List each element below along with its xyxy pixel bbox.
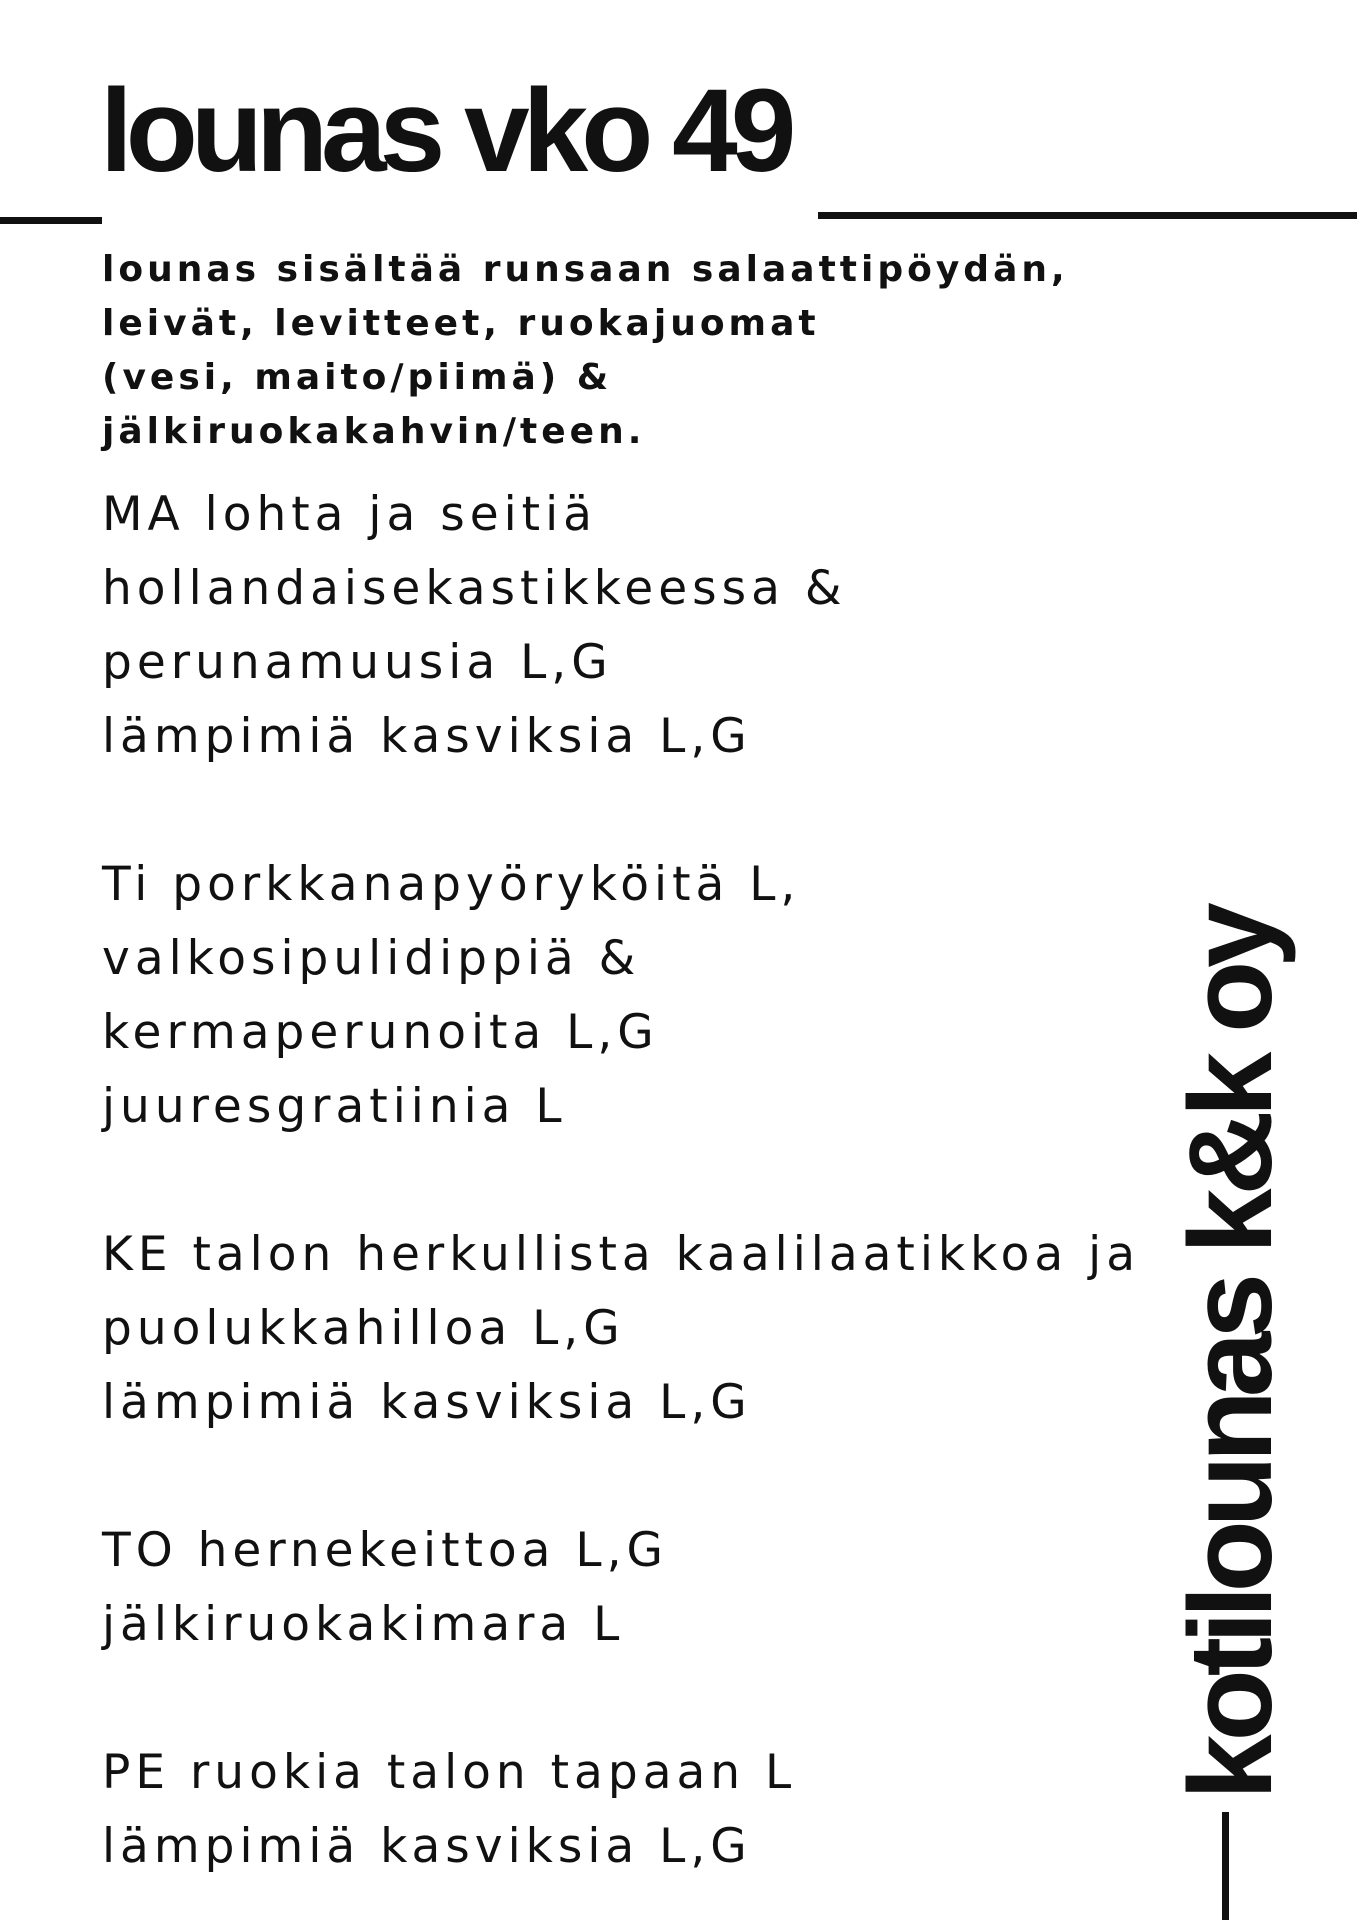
intro-line: leivät, levitteet, ruokajuomat (102, 303, 820, 344)
menu-line: kermaperunoita L,G (102, 1005, 659, 1060)
menu-line: juuresgratiinia L (102, 1079, 567, 1134)
menu-line: jälkiruokakimara L (102, 1597, 625, 1652)
page-title: lounas vko 49 (100, 65, 790, 197)
menu-line: perunamuusia L,G (102, 635, 613, 690)
menu-day-tuesday (102, 848, 1182, 1144)
menu-line: valkosipulidippiä & (102, 931, 641, 986)
menu-line: PE ruokia talon tapaan L (102, 1745, 797, 1800)
brand-rule-bottom (1222, 1812, 1229, 1920)
intro-line: (vesi, maito/piimä) & (102, 357, 613, 398)
header-rule-right (818, 212, 1357, 219)
menu-line: lämpimiä kasviksia L,G (102, 709, 752, 764)
menu-line: TO hernekeittoa L,G (102, 1523, 668, 1578)
menu-day-friday (102, 1736, 1182, 1884)
header-rule-left (0, 217, 102, 224)
intro-line: lounas sisältää runsaan salaattipöydän, (102, 249, 1069, 290)
menu-line: lämpimiä kasviksia L,G (102, 1375, 752, 1430)
menu-day-wednesday (102, 1218, 1182, 1440)
menu-line: lämpimiä kasviksia L,G (102, 1819, 752, 1874)
intro-line: jälkiruokakahvin/teen. (102, 411, 646, 452)
lunch-includes-description (102, 243, 1082, 459)
menu-line: MA lohta ja seitiä (102, 487, 597, 542)
menu-day-monday (102, 478, 1182, 774)
weekly-menu (102, 478, 1182, 1884)
company-name-vertical: kotilounas k&k oy (1165, 909, 1297, 1800)
menu-line: puolukkahilloa L,G (102, 1301, 625, 1356)
menu-day-thursday (102, 1514, 1182, 1662)
menu-line: Ti porkkanapyöryköitä L, (102, 857, 801, 912)
menu-line: hollandaisekastikkeessa & (102, 561, 847, 616)
menu-line: KE talon herkullista kaalilaatikkoa ja (102, 1227, 1141, 1282)
